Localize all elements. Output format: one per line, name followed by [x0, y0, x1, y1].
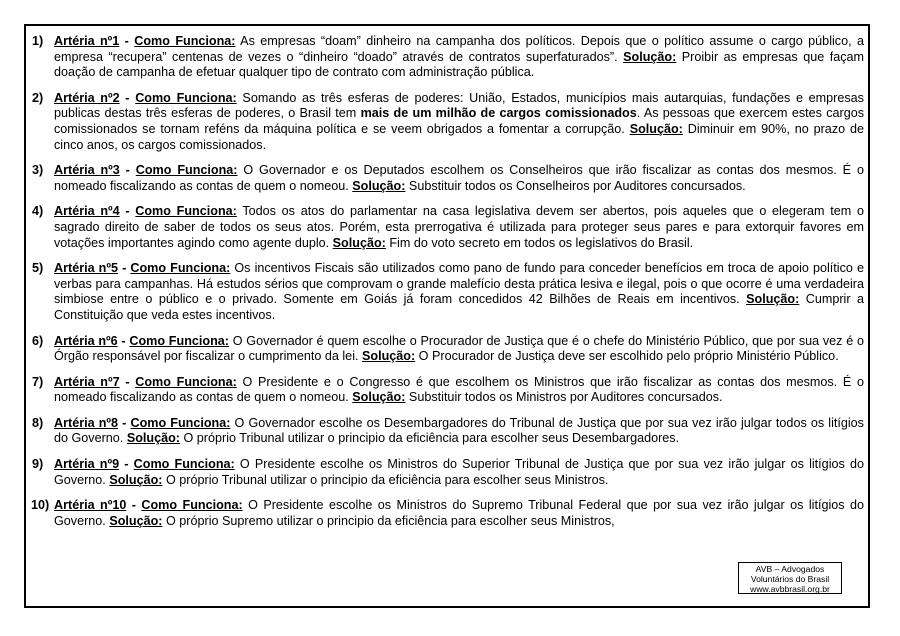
item-separator: -	[117, 261, 131, 276]
list-item	[32, 457, 864, 488]
item-description: O Presidente e o Congresso é que escolhem os Ministros que irão fiscalizar as contas dos mesmos. É o nomeado fiscalizando as contas de quem o nomeou.	[54, 374, 864, 405]
item-title: Artéria nº7	[54, 374, 120, 389]
item-number: 5)	[32, 261, 44, 276]
how-it-works-label: Como Funciona:	[130, 261, 231, 276]
item-separator: -	[126, 498, 142, 513]
item-number: 2)	[32, 90, 44, 105]
solution-label: Solução:	[746, 292, 800, 307]
avb-stamp	[738, 562, 842, 594]
solution-label: Solução:	[332, 235, 386, 250]
item-separator: -	[119, 34, 135, 48]
item-title: Artéria nº9	[54, 457, 120, 472]
item-separator: -	[119, 163, 136, 178]
solution-label: Solução:	[109, 513, 163, 528]
item-separator: -	[118, 415, 131, 430]
solution-label: Solução:	[352, 178, 406, 193]
item-separator: -	[117, 333, 130, 348]
item-solution: O próprio Supremo utilizar o principio da eficiência para escolher seus Ministros,	[162, 513, 615, 528]
solution-label: Solução:	[109, 472, 163, 487]
stamp-line-1: AVB – Advogados	[755, 564, 825, 574]
stamp-line-2: Voluntários do Brasil	[750, 574, 830, 584]
how-it-works-label: Como Funciona:	[141, 498, 243, 513]
item-description-continued: . As pessoas que exercem estes cargos comissionados se tornam reféns da máquina política e se veem obrigados a fomentar a corrupção.	[54, 106, 864, 136]
solution-label: Solução:	[362, 349, 416, 364]
item-solution: Cumprir a Constituição que veda estes incentivos.	[54, 292, 865, 322]
how-it-works-label: Como Funciona:	[135, 204, 237, 219]
item-solution: Substituir todos os Ministros por Auditores concursados.	[405, 390, 723, 405]
how-it-works-label: Como Funciona:	[133, 457, 235, 472]
how-it-works-label: Como Funciona:	[130, 415, 231, 430]
list-item	[32, 34, 864, 81]
item-description: Todos os atos do parlamentar na casa legislativa devem ser abertos, pois aqueles que o elegeram tem o sagrado direito de saber de todos os seus atos. Porém, esta prerrogativa é utilizada para proteger seus pares e para extorquir favores em votações importantes agindo como agente duplo.	[54, 204, 864, 250]
item-number: 6)	[32, 333, 44, 348]
item-title: Artéria nº1	[54, 34, 120, 48]
item-title: Artéria nº3	[54, 163, 120, 178]
item-description: O Governador escolhe os Desembargadores do Tribunal de Justiça que por sua vez irão julgar todos os litígios do Governo.	[54, 415, 864, 446]
solution-label: Solução:	[352, 390, 406, 405]
item-solution: O próprio Tribunal utilizar o principio da eficiência para escolher seus Ministros.	[162, 472, 609, 487]
item-separator: -	[119, 204, 136, 219]
how-it-works-label: Como Funciona:	[135, 163, 238, 178]
item-solution: O Procurador de Justiça deve ser escolhido pelo próprio Ministério Público.	[415, 349, 839, 364]
solution-label: Solução:	[629, 121, 683, 136]
list-item	[32, 91, 864, 153]
list-item	[32, 261, 864, 323]
item-description: O Presidente escolhe os Ministros do Superior Tribunal de Justiça que por sua vez irão julgar os litígios do Governo.	[54, 457, 864, 487]
how-it-works-label: Como Funciona:	[134, 34, 236, 48]
list-item	[32, 375, 864, 406]
item-title: Artéria nº6	[54, 333, 118, 348]
list-item	[32, 416, 864, 447]
item-number: 3)	[32, 163, 44, 178]
item-description: Os incentivos Fiscais são utilizados como pano de fundo para conceder benefícios em troca de apoio político e verbas para campanhas. Há estudos sérios que comprovam o grande malefício desta prática lesiva e ilegal, pois o que ocorre é uma verdadeira simbiose entre o público e o privado. Somente em Goiás já foram concedidos 42 Bilhões de Reais em incentivos.	[54, 261, 864, 307]
item-description: Somando as três esferas de poderes: União, Estados, municípios mais autarquias, fundações e empresas publicas destas três esferas de poderes, o Brasil tem	[54, 90, 864, 121]
item-highlight: mais de um milhão de cargos comissionados	[360, 106, 637, 121]
item-title: Artéria nº2	[54, 90, 120, 105]
arteria-list	[32, 34, 864, 539]
how-it-works-label: Como Funciona:	[129, 333, 229, 348]
item-description: O Governador é quem escolhe o Procurador de Justiça que é o chefe do Ministério Público, que por sua vez é o Órgão responsável por fiscalizar o cumprimento da lei.	[54, 333, 864, 364]
item-number: 1)	[32, 34, 44, 48]
item-number: 8)	[32, 415, 44, 430]
solution-label: Solução:	[623, 49, 677, 64]
solution-label: Solução:	[126, 431, 180, 446]
stamp-line-3: www.avbbrasil.org.br	[750, 584, 830, 594]
item-solution: Proibir as empresas que façam doação de campanha de efetuar qualquer tipo de contrato com administração pública.	[54, 49, 864, 80]
item-separator: -	[119, 90, 136, 105]
list-item	[32, 204, 864, 251]
item-solution: Diminuir em 90%, no prazo de cinco anos, os cargos comissionados.	[54, 121, 864, 152]
item-title: Artéria nº10	[54, 498, 127, 513]
how-it-works-label: Como Funciona:	[135, 90, 237, 105]
item-description: O Presidente escolhe os Ministros do Supremo Tribunal Federal que por sua vez irão julgar os litígios do Governo.	[54, 498, 864, 528]
item-number: 4)	[32, 204, 44, 219]
list-item	[32, 498, 864, 529]
item-title: Artéria nº8	[54, 415, 119, 430]
item-number: 9)	[32, 457, 44, 472]
item-solution: Substituir todos os Conselheiros por Auditores concursados.	[405, 178, 746, 193]
item-title: Artéria nº5	[54, 261, 118, 276]
list-item	[32, 163, 864, 194]
item-separator: -	[119, 457, 134, 472]
item-description: As empresas “doam” dinheiro na campanha dos políticos. Depois que o político assume o cargo público, a empresa “recupera” centenas de vezes o “dinheiro “doado” através de contratos superfaturados”.	[54, 34, 864, 64]
item-number: 10)	[31, 498, 50, 513]
item-description: O Governador e os Deputados escolhem os Conselheiros que irão fiscalizar as contas dos mesmos. É o nomeado fiscalizando as contas de quem o nomeou.	[54, 163, 864, 193]
item-solution: Fim do voto secreto em todos os legislativos do Brasil.	[385, 235, 694, 250]
item-solution: O próprio Tribunal utilizar o principio da eficiência para escolher seus Desembargadores.	[180, 431, 680, 446]
item-title: Artéria nº4	[54, 204, 120, 219]
item-number: 7)	[32, 374, 44, 389]
item-separator: -	[119, 374, 136, 389]
list-item	[32, 334, 864, 365]
how-it-works-label: Como Funciona:	[135, 374, 237, 389]
